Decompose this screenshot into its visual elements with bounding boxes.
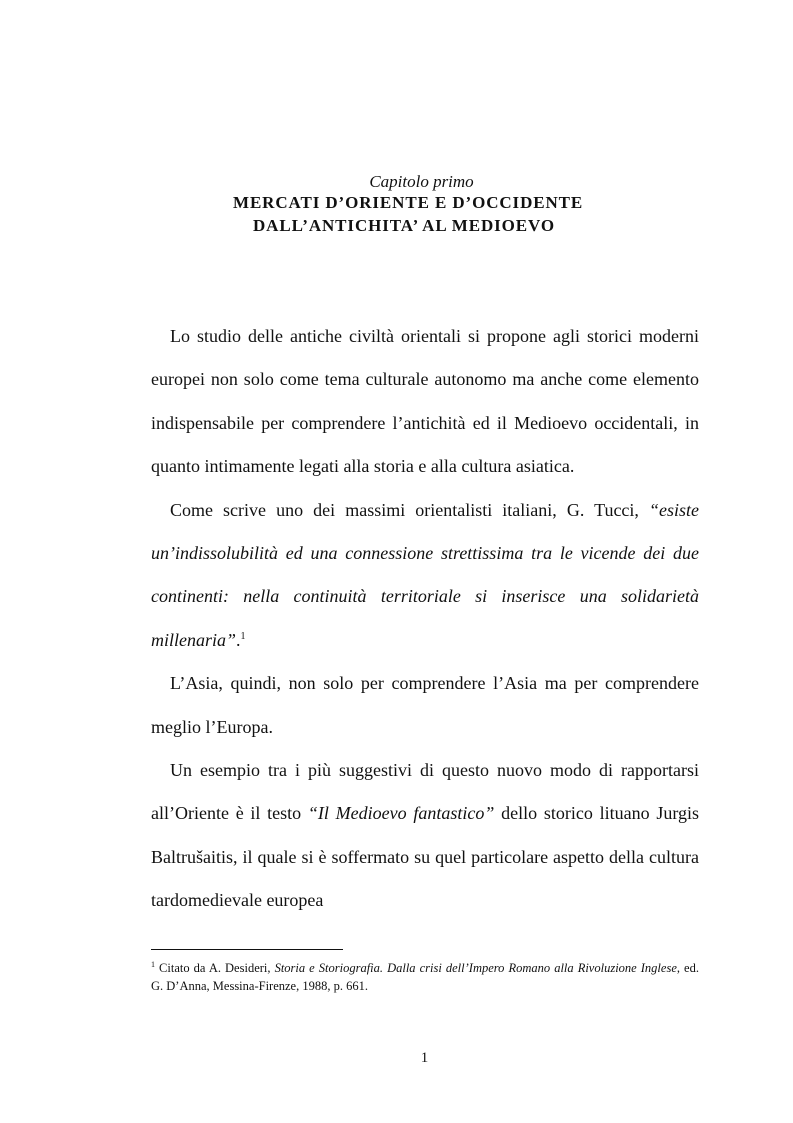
paragraph-4-lead: Un esempio tra i più suggestivi di questo nuovo modo di rapportarsi all’Oriente è il testo [151,760,699,824]
paragraph-1: Lo studio delle antiche civiltà orientali si propone agli storici moderni europei non solo come tema culturale autonomo ma anche come elemento indispensabile per comprendere l’antichità ed il Medioevo occidentali, in quanto intimamente legati alla storia e alla cultura asiatica. [151,326,699,477]
footnote-separator [151,949,343,950]
footnote-rest: , ed. G. D’Anna, Messina-Firenze, 1988, p. 661. [151,961,699,994]
tucci-quote: “esiste un’indissolubilità ed una connessione strettissima tra le vicende dei due continenti: nella continuità territoriale si inserisce una solidarietà millenaria” [151,499,699,650]
body-text [151,315,699,923]
footnote-reference[interactable]: 1 [240,630,246,642]
paragraph-2-lead: Come scrive uno dei massimi orientalisti italiani, G. Tucci, [170,499,649,520]
page-number: 1 [420,1050,429,1066]
chapter-label: Capitolo primo [369,172,474,191]
paragraph-3: L’Asia, quindi, non solo per comprendere l’Asia ma per comprendere meglio l’Europa. [151,673,699,737]
chapter-title-line-2: DALL’ANTICHITA’ AL MEDIOEVO [253,216,555,235]
paragraph-2 [151,489,699,663]
footnote [151,956,699,995]
paragraph-2-end: . [236,629,241,650]
footnote-lead: Citato da A. Desideri, [155,961,275,976]
paragraph-4-rest: dello storico lituano Jurgis Baltrušaitis, il quale si è soffermato su quel particolare aspetto della cultura tardomedievale europea [151,803,700,911]
footnote-number: 1 [151,960,155,969]
chapter-title-line-1: MERCATI D’ORIENTE E D’OCCIDENTE [233,193,584,212]
paragraph-4 [151,749,699,923]
book-title: “Il Medioevo fantastico” [307,803,495,824]
footnote-title: Storia e Storiografia. Dalla crisi dell’Impero Romano alla Rivoluzione Inglese [274,961,677,976]
